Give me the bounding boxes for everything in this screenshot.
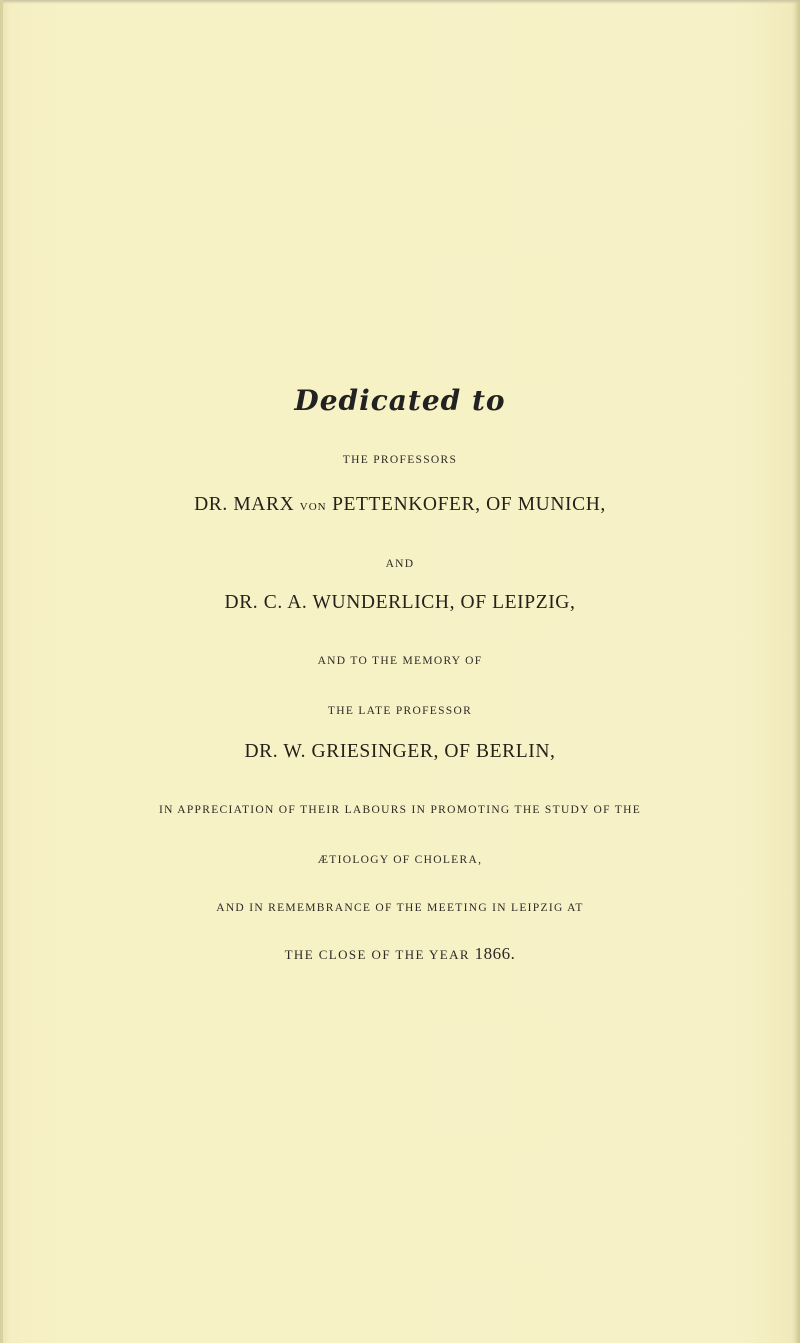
year-1866: 1866. [474,944,516,963]
late-professor-line: THE LATE PROFESSOR [327,705,473,717]
pettenkofer-von: VON [299,501,327,513]
and-line: AND [385,558,415,570]
memory-line: AND TO THE MEMORY OF [317,655,483,667]
page-top-edge [0,0,800,4]
pettenkofer-line [0,494,800,516]
pettenkofer-name-part1: DR. MARX [194,494,295,515]
close-of-year-line [0,944,800,964]
the-professors-line: THE PROFESSORS [342,454,458,466]
dedication-heading: Dedicated to [294,384,506,417]
aetiology-line: ÆTIOLOGY OF CHOLERA, [317,854,483,866]
appreciation-line: IN APPRECIATION OF THEIR LABOURS IN PROMOTING THE STUDY OF THE [158,804,642,816]
griesinger-line: DR. W. GRIESINGER, OF BERLIN, [244,741,556,762]
page-left-edge [0,0,3,1343]
close-of-year-text: THE CLOSE OF THE YEAR [284,947,470,962]
pettenkofer-name-part2: PETTENKOFER, OF MUNICH, [332,494,606,515]
remembrance-line: AND IN REMEMBRANCE OF THE MEETING IN LEIPZIG AT [216,902,584,914]
wunderlich-line: DR. C. A. WUNDERLICH, OF LEIPZIG, [224,592,576,613]
page-right-edge [794,0,800,1343]
